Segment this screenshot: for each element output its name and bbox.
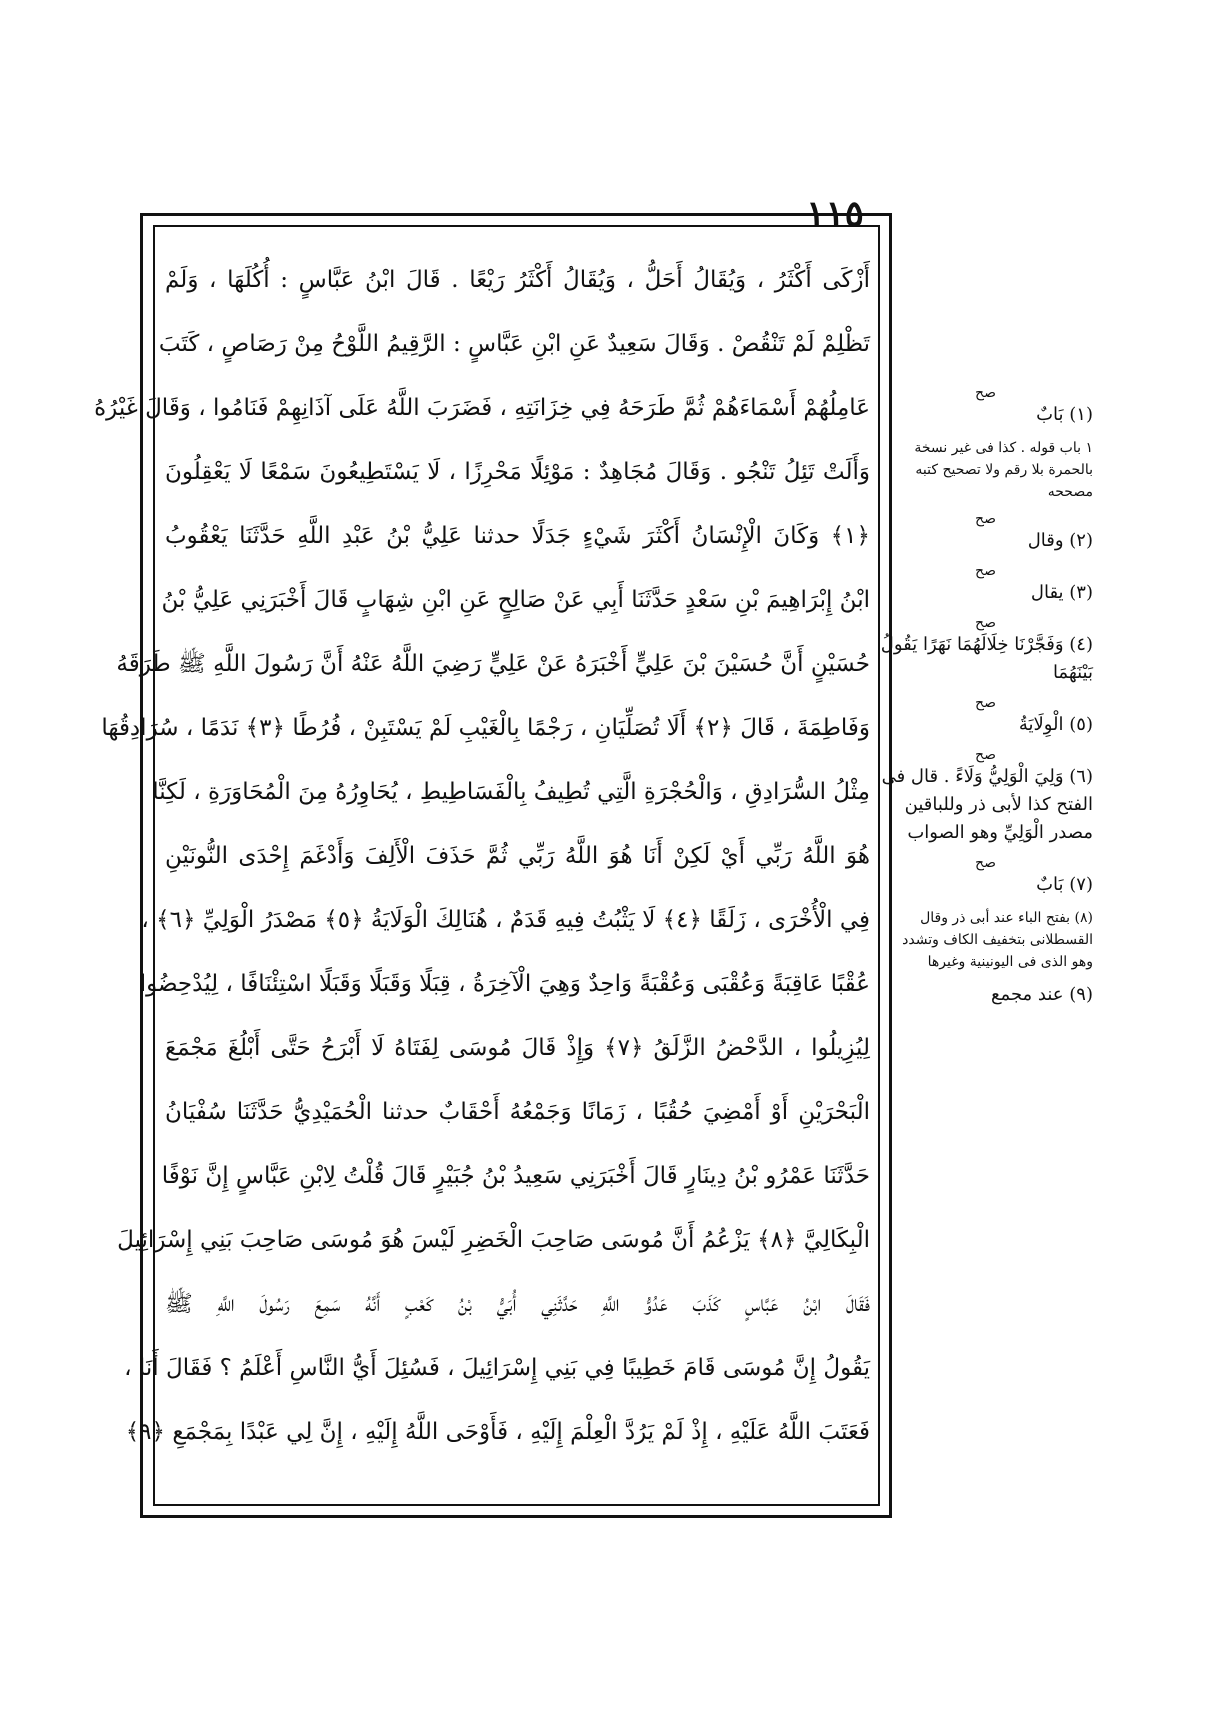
text-line: ﴿١﴾ وَكَانَ الْإِنْسَانُ أَكْثَرَ شَيْءٍ جَدَلًا حدثنا عَلِيُّ بْنُ عَبْدِ اللَّهِ حَدَّثَنَا يَعْقُوبُ	[165, 523, 870, 549]
text-line: وَفَاطِمَةَ ، قَالَ ﴿٢﴾ أَلَا تُصَلِّيَانِ ، رَجْمًا بِالْغَيْبِ لَمْ يَسْتَبِنْ ، فُرُطًا ﴿٣﴾ نَدَمًا ، سُرَادِقُهَا	[101, 715, 870, 741]
text-line: لِيُزِيلُوا ، الدَّحْضُ الزَّلَقُ ﴿٧﴾ وَإِذْ قَالَ مُوسَى لِفَتَاهُ لَا أَبْرَحُ حَتَّى أَبْلُغَ مَجْمَعَ	[165, 1035, 871, 1061]
correction-mark: صح	[975, 511, 996, 527]
margin-note	[878, 437, 1093, 503]
margin-note-text: (١) بَابٌ	[1036, 404, 1093, 425]
margin-note-text: (٦) وَلِيَ الْوَلِيُّ وَلَاءً . قال فى الفتح كذا لأبى ذر وللباقين مصدر الْوَلِيِّ وهو الصواب	[881, 766, 1093, 843]
text-line: تَظْلِمْ لَمْ تَنْقُصْ . وَقَالَ سَعِيدٌ عَنِ ابْنِ عَبَّاسٍ : الرَّقِيمُ اللَّوْحُ مِنْ رَصَاصٍ ، كَتَبَ	[158, 331, 870, 357]
text-line: ابْنُ إِبْرَاهِيمَ بْنِ سَعْدٍ حَدَّثَنَا أَبِي عَنْ صَالِحٍ عَنِ ابْنِ شِهَابٍ قَالَ أَخْبَرَنِي عَلِيُّ بْنُ	[161, 587, 870, 613]
text-line: الْبَحْرَيْنِ أَوْ أَمْضِيَ حُقُبًا ، زَمَانًا وَجَمْعُهُ أَحْقَابٌ حدثنا الْحُمَيْدِيُّ حَدَّثَنَا سُفْيَانُ	[165, 1099, 870, 1125]
margin-note	[878, 981, 1093, 1009]
margin-note	[878, 615, 1093, 687]
text-line: حَدَّثَنَا عَمْرُو بْنُ دِينَارٍ قَالَ أَخْبَرَنِي سَعِيدُ بْنُ جُبَيْرٍ قَالَ قُلْتُ لِابْنِ عَبَّاسٍ إِنَّ نَوْفًا	[161, 1163, 870, 1189]
margin-note	[878, 563, 1093, 607]
margin-note-text: (٣) يقال	[1030, 582, 1093, 603]
correction-mark: صح	[975, 615, 996, 631]
margin-note-text: (٥) الْوِلَايَةُ	[1018, 714, 1093, 735]
margin-notes	[878, 385, 1093, 1345]
text-line: فَقَالَ ابْنُ عَبَّاسٍ كَذَبَ عَدُوُّ اللَّهِ حَدَّثَنِي أُبَيُّ بْنُ كَعْبٍ أَنَّهُ سَمِعَ رَسُولَ اللَّهِ ﷺ	[165, 1291, 870, 1317]
margin-note	[878, 747, 1093, 847]
margin-note-text: ١ باب قوله . كذا فى غير نسخة بالحمرة بلا رقم ولا تصحيح كتبه مصححه	[914, 440, 1093, 500]
text-line: مِثْلُ السُّرَادِقِ ، وَالْحُجْرَةِ الَّتِي تُطِيفُ بِالْفَسَاطِيطِ ، يُحَاوِرُهُ مِنَ الْمُحَاوَرَةِ ، لَكِنَّا	[152, 779, 870, 805]
correction-mark: صح	[975, 563, 996, 579]
margin-note	[878, 385, 1093, 429]
correction-mark: صح	[975, 695, 996, 711]
margin-note-text: (٨) بفتح الباء عند أبى ذر وقال القسطلانى بتخفيف الكاف وتشدد وهو الذى فى اليونينية وغيرها	[902, 910, 1093, 970]
text-line: وَأَلَتْ تَئِلُ تَنْجُو . وَقَالَ مُجَاهِدٌ : مَوْئِلًا مَحْرِزًا ، لَا يَسْتَطِيعُونَ سَمْعًا لَا يَعْقِلُونَ	[165, 459, 870, 485]
correction-mark: صح	[975, 385, 996, 401]
correction-mark: صح	[975, 747, 996, 763]
margin-note	[878, 907, 1093, 973]
text-line: حُسَيْنٍ أَنَّ حُسَيْنَ بْنَ عَلِيٍّ أَخْبَرَهُ عَنْ عَلِيٍّ رَضِيَ اللَّهُ عَنْهُ أَنَّ رَسُولَ اللَّهِ ﷺ طَرَقَهُ	[116, 651, 870, 677]
margin-note-text: (٢) وقال	[1027, 530, 1093, 551]
margin-note	[878, 855, 1093, 899]
page-number: ١١٥	[805, 193, 864, 235]
margin-note-text: (٧) بَابٌ	[1036, 874, 1093, 895]
margin-note-text: (٩) عند مجمع	[990, 984, 1093, 1005]
text-line: عَامِلُهُمْ أَسْمَاءَهُمْ ثُمَّ طَرَحَهُ فِي خِزَانَتِهِ ، فَضَرَبَ اللَّهُ عَلَى آذَانِهِمْ فَنَامُوا ، وَقَالَ غَيْرُهُ	[94, 395, 870, 421]
text-line: فِي الْأُخْرَى ، زَلَقًا ﴿٤﴾ لَا يَثْبُتُ فِيهِ قَدَمٌ ، هُنَالِكَ الْوَلَايَةُ ﴿٥﴾ مَصْدَرُ الْوَلِيِّ ﴿٦﴾ ،	[141, 907, 870, 933]
text-line: فَعَتَبَ اللَّهُ عَلَيْهِ ، إِذْ لَمْ يَرُدَّ الْعِلْمَ إِلَيْهِ ، فَأَوْحَى اللَّهُ إِلَيْهِ ، إِنَّ لِي عَبْدًا بِمَجْمَعِ ﴿٩﴾	[125, 1419, 870, 1445]
text-line: عُقْبًا عَاقِبَةً وَعُقْبَى وَعُقْبَةً وَاحِدٌ وَهِيَ الْآخِرَةُ ، قِبَلًا وَقَبَلًا وَقَبَلًا اسْتِئْنَافًا ، لِيُدْحِضُوا	[139, 971, 870, 997]
margin-note	[878, 511, 1093, 555]
margin-note-text: (٤) وَفَجَّرْنَا خِلَالَهُمَا نَهَرًا يَقُولُ بَيْنَهُمَا	[880, 634, 1093, 683]
text-line: أَزْكَى أَكْثَرُ ، وَيُقَالُ أَحَلُّ ، وَيُقَالُ أَكْثَرُ رَيْعًا . قَالَ ابْنُ عَبَّاسٍ : أُكُلَهَا ، وَلَمْ	[165, 267, 870, 293]
correction-mark: صح	[975, 855, 996, 871]
text-line: هُوَ اللَّهُ رَبِّي أَيْ لَكِنْ أَنَا هُوَ اللَّهُ رَبِّي ثُمَّ حَذَفَ الْأَلِفَ وَأَدْغَمَ إِحْدَى النُّونَيْنِ	[165, 843, 870, 869]
text-line: الْبِكَالِيَّ ﴿٨﴾ يَزْعُمُ أَنَّ مُوسَى صَاحِبَ الْخَضِرِ لَيْسَ هُوَ مُوسَى صَاحِبَ بَنِي إِسْرَائِيلَ	[117, 1227, 870, 1253]
main-text-block	[94, 248, 871, 1496]
text-line: يَقُولُ إِنَّ مُوسَى قَامَ خَطِيبًا فِي بَنِي إِسْرَائِيلَ ، فَسُئِلَ أَيُّ النَّاسِ أَعْلَمُ ؟ فَقَالَ أَنَا ،	[124, 1355, 870, 1381]
margin-note	[878, 695, 1093, 739]
